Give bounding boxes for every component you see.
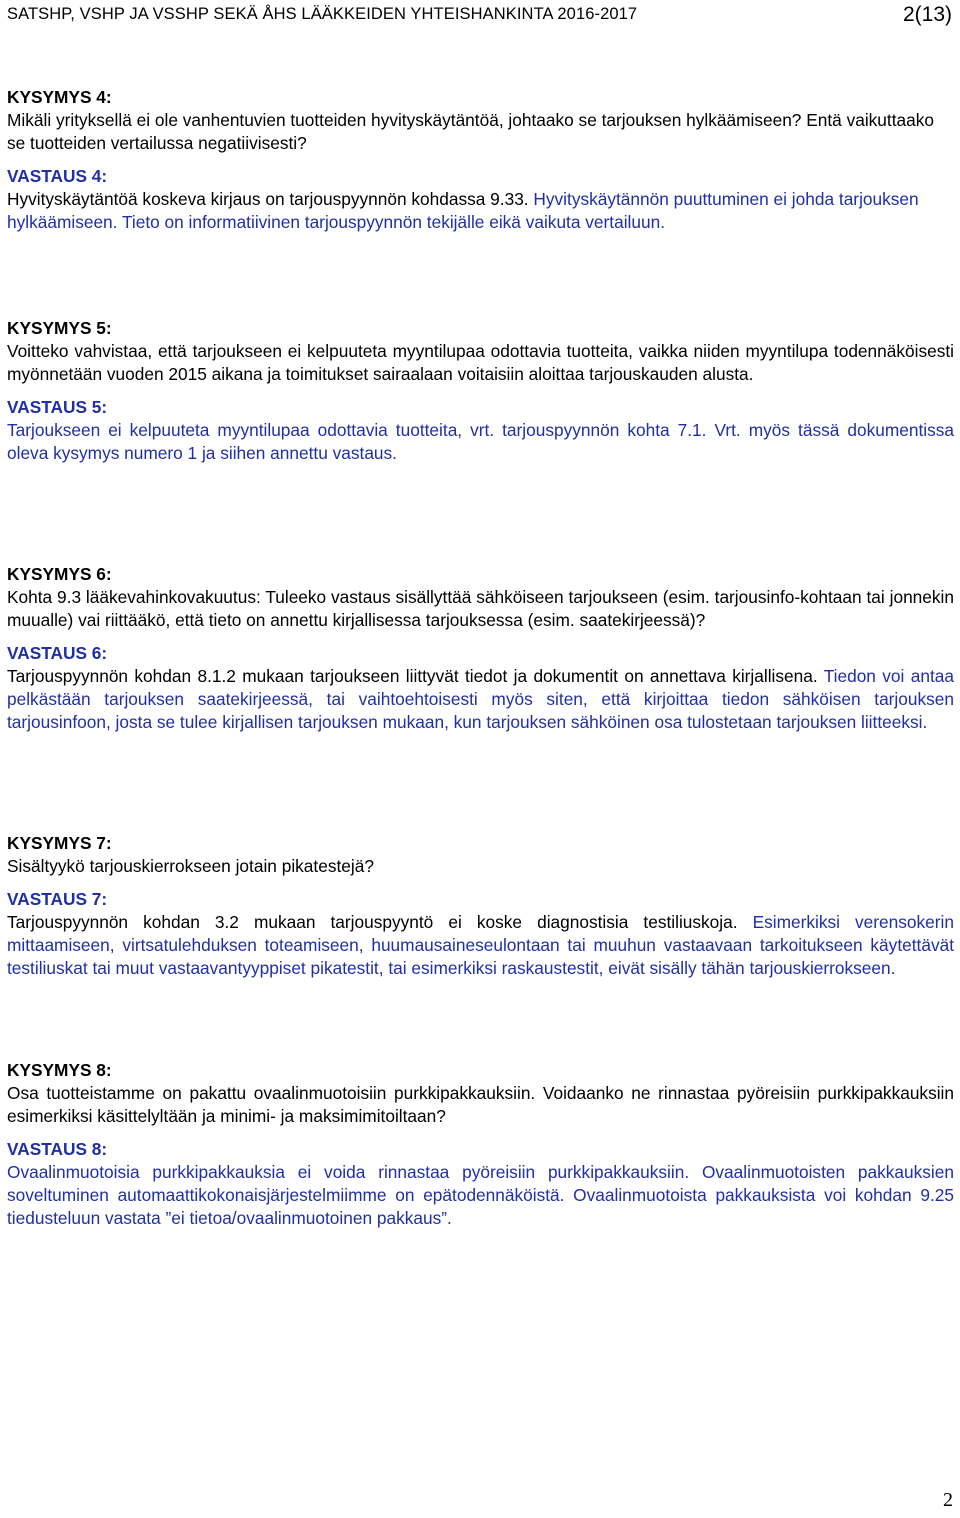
question-6-section bbox=[7, 563, 954, 734]
question-4-heading: KYSYMYS 4: bbox=[7, 87, 112, 107]
question-8-text: Osa tuotteistamme on pakattu ovaalinmuotoisiin purkkipakkauksiin. Voidaanko ne rinnastaa pyöreisiin purkkipakkauksiin esimerkiksi käsittelyltään ja minimi- ja maksimimitoiltaan? bbox=[7, 1083, 954, 1126]
question-5-section bbox=[7, 317, 954, 465]
answer-6-blue-part: Tiedon voi antaa pelkästään tarjouksen saatekirjeessä, tai vaihtoehtoisesti myös siten, että kirjoittaa tiedon sähköisen tarjouksen tarjousinfoon, josta se tulee kirjallisen tarjouksen mukaan, kun tarjouksen sähköinen osa tulostetaan tarjouksen liitteeksi. bbox=[7, 666, 954, 732]
page-counter: 2(13) bbox=[902, 3, 952, 26]
question-4-text: Mikäli yrityksellä ei ole vanhentuvien tuotteiden hyvityskäytäntöä, johtaako se tarjouksen hylkäämiseen? Entä vaikuttaako se tuotteiden vertailussa negatiivisesti? bbox=[7, 110, 934, 153]
question-7-heading: KYSYMYS 7: bbox=[7, 833, 112, 853]
answer-7-black-part: Tarjouspyynnön kohdan 3.2 mukaan tarjouspyyntö ei koske diagnostisia testiliuskoja. bbox=[7, 912, 738, 932]
answer-5-text: Tarjoukseen ei kelpuuteta myyntilupaa odottavia tuotteita, vrt. tarjouspyynnön kohta 7.1. Vrt. myös tässä dokumentissa oleva kysymys numero 1 ja siihen annettu vastaus. bbox=[7, 420, 954, 463]
answer-5-heading: VASTAUS 5: bbox=[7, 397, 108, 417]
question-8-heading: KYSYMYS 8: bbox=[7, 1060, 112, 1080]
question-8-section bbox=[7, 1059, 954, 1230]
document-header-title: SATSHP, VSHP JA VSSHP SEKÄ ÅHS LÄÄKKEIDEN YHTEISHANKINTA 2016-2017 bbox=[7, 5, 638, 23]
answer-6-black-part: Tarjouspyynnön kohdan 8.1.2 mukaan tarjoukseen liittyvät tiedot ja dokumentit on annettava kirjallisena. bbox=[7, 666, 818, 686]
question-7-text: Sisältyykö tarjouskierrokseen jotain pikatestejä? bbox=[7, 856, 374, 876]
question-4-section bbox=[7, 86, 954, 234]
answer-7-text bbox=[7, 911, 954, 980]
question-5-heading: KYSYMYS 5: bbox=[7, 318, 112, 338]
answer-6-text bbox=[7, 665, 954, 734]
answer-4-text bbox=[7, 188, 954, 234]
answer-6-heading: VASTAUS 6: bbox=[7, 643, 108, 663]
answer-8-heading: VASTAUS 8: bbox=[7, 1139, 108, 1159]
question-6-text: Kohta 9.3 lääkevahinkovakuutus: Tuleeko vastaus sisällyttää sähköiseen tarjoukseen (esim. tarjousinfo-kohtaan tai jonnekin muualle) vai riittääkö, että tieto on annettu kirjallisessa tarjouksessa (esim. saatekirjeessä)? bbox=[7, 587, 954, 630]
document-body bbox=[7, 86, 954, 1228]
question-7-section bbox=[7, 832, 954, 980]
answer-7-blue-part: Esimerkiksi verensokerin mittaamiseen, virtsatulehduksen toteamiseen, huumausaineseulontaan tai muuhun vastaavaan tarkoitukseen käytettävät testiliuskat tai muut vastaavantyyppiset pikatestit, tai esimerkiksi raskaustestit, eivät sisälly tähän tarjouskierrokseen. bbox=[7, 912, 954, 978]
answer-4-blue-part: Hyvityskäytännön puuttuminen ei johda tarjouksen hylkäämiseen. Tieto on informatiivinen tarjouspyynnön tekijälle eikä vaikuta vertailuun. bbox=[7, 189, 919, 232]
footer-page-number: 2 bbox=[943, 1489, 953, 1511]
question-5-text: Voitteko vahvistaa, että tarjoukseen ei kelpuuteta myyntilupaa odottavia tuotteita, vaikka niiden myyntilupa todennäköisesti myönnetään vuoden 2015 aikana ja toimitukset sairaalaan voitaisiin aloittaa tarjouskauden alusta. bbox=[7, 341, 954, 384]
answer-4-black-part: Hyvityskäytäntöä koskeva kirjaus on tarjouspyynnön kohdassa 9.33. bbox=[7, 189, 529, 209]
answer-4-heading: VASTAUS 4: bbox=[7, 166, 108, 186]
answer-8-text: Ovaalinmuotoisia purkkipakkauksia ei voida rinnastaa pyöreisiin purkkipakkauksiin. Ovaalinmuotoisten pakkauksien soveltuminen automaattikokonaisjärjestelmiimme on epätodennäköistä. Ovaalinmuotoista pakkauksista voi kohdan 9.25 tiedusteluun vastata ”ei tietoa/ovaalinmuotoinen pakkaus”. bbox=[7, 1162, 954, 1228]
question-6-heading: KYSYMYS 6: bbox=[7, 564, 112, 584]
answer-7-heading: VASTAUS 7: bbox=[7, 889, 108, 909]
